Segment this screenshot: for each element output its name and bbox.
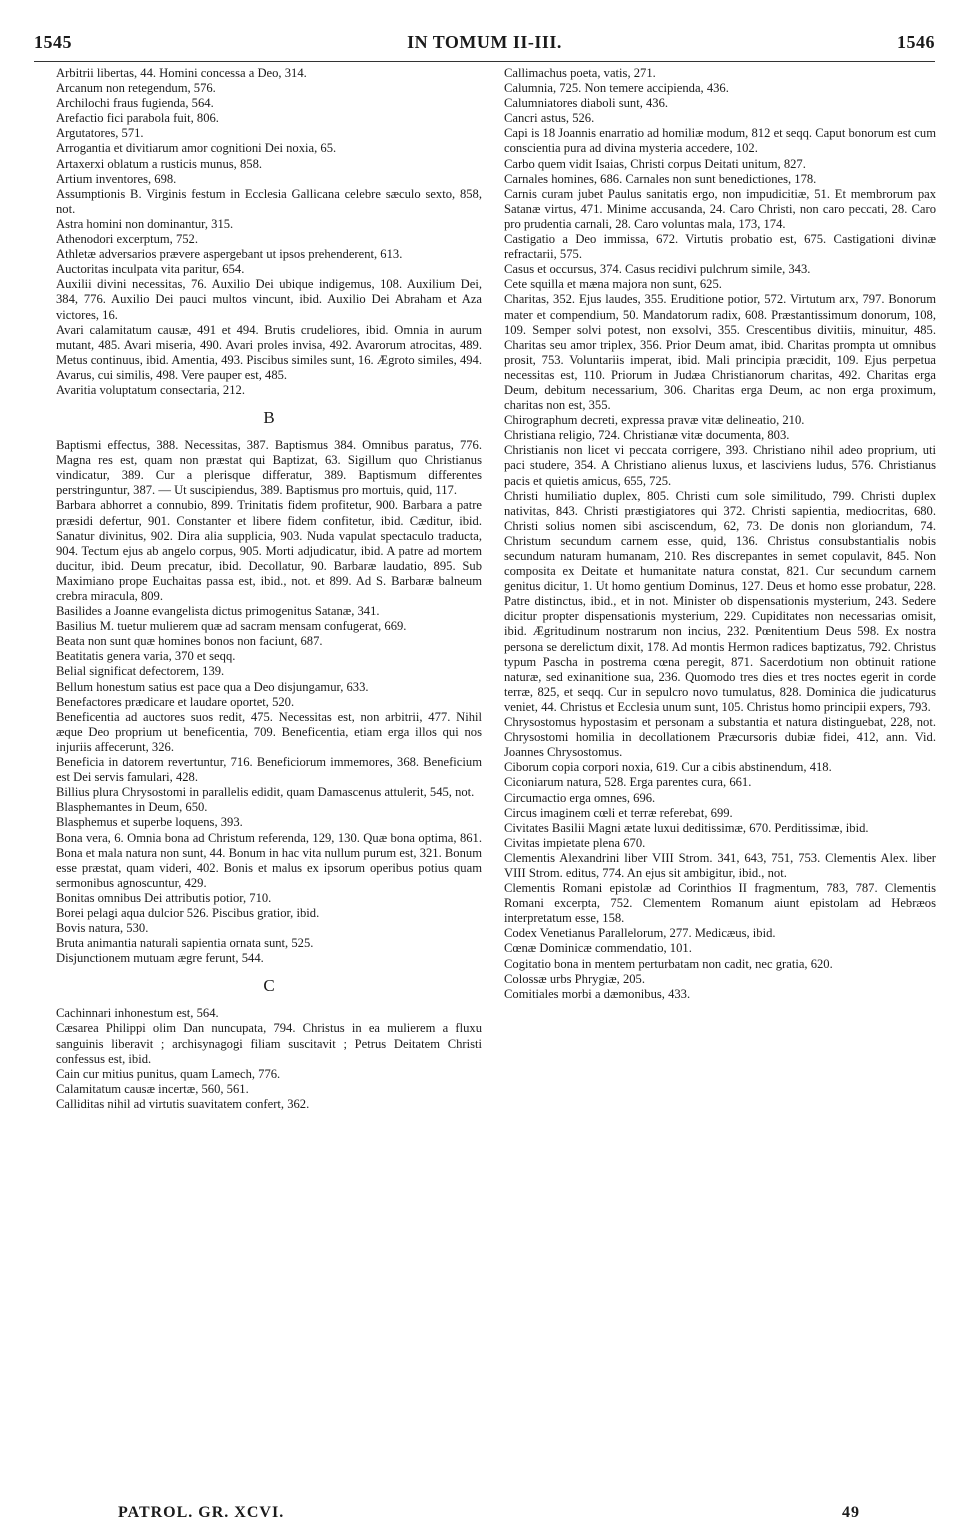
index-entry: Arcanum non retegendum, 576. [56,81,216,96]
index-entry: Archilochi fraus fugienda, 564. [56,96,214,111]
index-entry: Capi is 18 Joannis enarratio ad homiliæ modum, 812 et seqq. Caput bonorum est cum conscientia pura ad divina mysteria accedere, 102. [504,126,936,156]
index-entry: Bellum honestum satius est pace qua a Deo disjungamur, 633. [56,679,369,694]
index-entry: Arefactio fici parabola fuit, 806. [56,111,219,126]
index-entry: Beneficentia ad auctores suos redit, 475. Necessitas est, non arbitrii, 477. Nihil æque Deo proprium ut beneficentia, 709. Beneficentia, etiam erga illos qui nos injuriis affecerunt, 326. [56,709,482,754]
index-entry: Circumactio erga omnes, 696. [504,790,656,805]
index-entry: Ciconiarum natura, 528. Erga parentes cura, 661. [504,775,752,790]
index-entry: Calamitatum causæ incertæ, 560, 561. [56,1081,249,1096]
index-entry: Barbara abhorret a connubio, 899. Trinitatis fidem profitetur, 900. Barbara a patre præsidi defertur, 901. Constanter et libere fidem confitetur, ibid. Cæditur, ibid. Sanatur divinitus, 902. Dira alia supplicia, 903. Nuda vapulat spectaculo traducta, 904. Tectum ejus ab angelo corpus, 905. Morti adjudicatur, ibid. A patre ad mortem ducitur, ibid. Deum precatur, ibid. Decollatur, 90. Barbaræ laudatio, 895. Sub Maximiano prope Euchaitas passa est, ibid., not. et 899. Ad S. Barbaræ balneum crebra miracula, 809. [56,498,482,603]
index-entry: Basilides a Joanne evangelista dictus primogenitus Satanæ, 341. [56,604,380,619]
index-entry: Clementis Alexandrini liber VIII Strom. 341, 643, 751, 753. Clementis Alex. liber VIII Strom. editus, 774. An ejus sit ambigitur, ibid., not. [504,850,936,880]
index-entry: Casus et occursus, 374. Casus recidivi pulchrum simile, 343. [504,262,811,277]
right-column [504,66,936,1002]
index-entry: Cete squilla et mæna majora non sunt, 625. [504,277,722,292]
left-column [56,66,482,1112]
index-entry: Bovis natura, 530. [56,921,149,936]
index-entry: Clementis Romani epistolæ ad Corinthios II fragmentum, 783, 787. Clementis Romani excerpta, 752. Clementem Romanum aiunt epistolam ad Hebræos interpretatum esse, 158. [504,881,936,926]
index-entry: Avaritia voluptatum consectaria, 212. [56,382,245,397]
index-entry: Cachinnari inhonestum est, 564. [56,1006,219,1021]
index-entry: Carnales homines, 686. Carnales non sunt benedictiones, 178. [504,171,817,186]
index-entry: Calumniatores diaboli sunt, 436. [504,96,669,111]
index-entry: Auctoritas inculpata vita paritur, 654. [56,262,245,277]
index-entry: Blasphemus et superbe loquens, 393. [56,815,243,830]
index-entry: Billius plura Chrysostomi in parallelis edidit, quam Damascenus attulerit, 545, not. [56,785,475,800]
index-entry: Callimachus poeta, vatis, 271. [504,66,656,80]
index-entry: Bruta animantia naturali sapientia ornata sunt, 525. [56,936,314,951]
index-entry: Avari calamitatum causæ, 491 et 494. Brutis crudeliores, ibid. Omnia in aurum mutant, 485. Avari miseria, 490. Avari proles invisa, 492. Avarorum atrocitas, 489. Metus continuus, ibid. Amentia, 493. Piscibus similes sunt, 16. Ægroto similes, 494. Avarus, cui similis, 498. Vere pauper est, 485. [56,322,482,382]
index-entry: Arrogantia et divitiarum amor cognitioni Dei noxia, 65. [56,141,337,156]
index-entry: Bona vera, 6. Omnia bona ad Christum referenda, 129, 130. Quæ bona optima, 861. Bona et mala natura non sunt, 44. Bonum in hac vita nullum purum est, 321. Bonum esse præstat, quam videri, 402. Bonis et malus ex ipsorum operibus potius quam sermonibus agnoscuntur, 429. [56,830,482,890]
index-entry: Chirographum decreti, expressa pravæ vitæ delineatio, 210. [504,413,805,428]
index-entry: Civitas impietate plena 670. [504,835,646,850]
index-entry: Beatitatis genera varia, 370 et seqq. [56,649,236,664]
index-entry: Cancri astus, 526. [504,111,595,126]
index-entry: Christianis non licet vi peccata corrigere, 393. Christiano nihil adeo proprium, uti paci studere, 354. A Christiano alienus luxus, et lasciviens ludus, 576. Christianus pacis et quietis amicus, 655, 725. [504,443,936,488]
page-number-right: 1546 [897,32,935,52]
footer-signature: 49 [842,1504,860,1521]
footer-series: PATROL. GR. XCVI. [118,1504,285,1521]
index-entry: Carbo quem vidit Isaias, Christi corpus Deitati unitum, 827. [504,156,806,171]
index-entry: Cæsarea Philippi olim Dan nuncupata, 794. Christus in ea mulierem a fluxu sanguinis liberavit ; archisynagogi filiam suscitavit ; Petrus Deitatem Christi confessus est, ibid. [56,1021,482,1066]
index-entry: Argutatores, 571. [56,126,144,141]
index-entry: Circus imaginem cœli et terræ referebat, 699. [504,805,733,820]
index-entry: Athletæ adversarios prævere aspergebant ut ipsos prehenderent, 613. [56,247,403,262]
section-letter: C [263,976,275,996]
index-entry: Christiana religio, 724. Christianæ vitæ documenta, 803. [504,428,790,443]
index-entry: Borei pelagi aqua dulcior 526. Piscibus gratior, ibid. [56,905,320,920]
index-entry: Christi humiliatio duplex, 805. Christi cum sole similitudo, 799. Christi duplex nativitas, 843. Christi præstigiatores qui 372. Christi sapientia, mediocritas, 680. Christi solius nomen sibi asciscendum, 62, 73. De donis non gloriandum, 74. Christum secundum carnem esse, quid, 136. Christus consubstantialis nobis secundum naturam humanam, 210. Res discrepantes in semet copulavit, 845. Non composita ex Deitate et humanitate natura constat, 821. Cur secundum carnem genitus dicitur, 1. Ut homo gentium Dominus, 127. Deus et homo esse probatur, 228. Patre distinctus, ibid., et in not. Minister ob dispensationis mysterium, 243. Sedere dicitur propter dispensationis mysterium, 229. Cupiditates non necessarias omisit, ibid. Ægritudinum nostrarum non incius, 232. Pœnitentium Deus 598. Ex nostra persona se derelictum dixit, 178. Ad montis Hermon radices baptizatus, 792. Christus typum Pascha in postrema cœna peregit, 871. Sacerdotium non obtinuit ratione naturæ, sed exinanitione sua, 236. Quomodo tres dies et tres noctes egerit in corde terræ, 825, et seqq. Cur in sepulcro novo tumulatus, 828. Dominica die judicaturus veniet, 44. Christus et Ecclesia unum sunt, 105. Christus homo principii expers, 793. [504,488,936,714]
index-entry: Arbitrii libertas, 44. Homini concessa a Deo, 314. [56,66,307,80]
index-entry: Athenodori excerptum, 752. [56,232,198,247]
index-entry: Auxilii divini necessitas, 76. Auxilio Dei ubique indigemus, 108. Auxilium Dei, 384, 776. Auxilio Dei pauci multos vincunt, ibid. Auxilio Dei Abraham et Aza victores, 16. [56,277,482,322]
index-entry: Colossæ urbs Phrygiæ, 205. [504,971,646,986]
index-entry: Blasphemantes in Deum, 650. [56,800,208,815]
index-entry: Basilius M. tuetur mulierem quæ ad sacram mensam confugerat, 669. [56,619,407,634]
index-entry: Artium inventores, 698. [56,171,177,186]
index-entry: Cœnæ Dominicæ commendatio, 101. [504,941,692,956]
index-entry: Codex Venetianus Parallelorum, 277. Medicæus, ibid. [504,926,776,941]
index-entry: Astra homini non dominantur, 315. [56,216,234,231]
index-entry: Benefactores prædicare et laudare oportet, 520. [56,694,295,709]
index-entry: Castigatio a Deo immissa, 672. Virtutis probatio est, 675. Castigationi divinæ refractarii, 575. [504,232,936,262]
running-header [34,32,935,58]
index-entry: Beneficia in datorem revertuntur, 716. Beneficiorum immemores, 368. Beneficium est Dei servis famulari, 428. [56,755,482,785]
index-entry: Belial significat defectorem, 139. [56,664,225,679]
index-entry: Civitates Basilii Magni ætate luxui deditissimæ, 670. Perditissimæ, ibid. [504,820,869,835]
index-entry: Calumnia, 725. Non temere accipienda, 436. [504,81,729,96]
index-entry: Carnis curam jubet Paulus sanitatis ergo, non impudicitiæ, 51. Et membrorum pax Satanæ virtus, 471. Minime accusanda, 24. Caro Christi, non caro peccati, 28. Caro pro prudentia carnali, 28. Caro voluntas mala, 173, 174. [504,186,936,231]
index-entry: Artaxerxi oblatum a rusticis munus, 858. [56,156,263,171]
index-entry: Baptismi effectus, 388. Necessitas, 387. Baptismus 384. Omnibus paratus, 776. Magna res est, quam non præstat qui Baptizat, 63. Sigillum quo Christianus vindicatur, 389. Cur a plerisque differatur, 389. Baptismum differentes perstringuntur, 387. — Ut suscipiendus, 389. Baptismus pro mortuis, quid, 117. [56,438,482,498]
index-entry: Beata non sunt quæ homines bonos non faciunt, 687. [56,634,323,649]
index-entry: Cain cur mitius punitus, quam Lamech, 776. [56,1066,281,1081]
section-letter: B [263,408,275,428]
index-entry: Cogitatio bona in mentem perturbatam non cadit, nec gratia, 620. [504,956,833,971]
index-entry: Assumptionis B. Virginis festum in Ecclesia Gallicana celebre sæculo sexto, 858, not. [56,186,482,216]
index-entry: Calliditas nihil ad virtutis suavitatem confert, 362. [56,1096,310,1111]
index-entry: Charitas, 352. Ejus laudes, 355. Eruditione potior, 572. Virtutum arx, 797. Bonorum mater et compendium, 50. Mandatorum radix, 608. Præstantissimum donorum, 108, 109. Semper solvi potest, non exsolvi, 355. Crescentibus divitiis, minuitur, 485. Charitas seu amor triplex, 356. Prior Deum amat, ibid. Charitas prompta ut omnibus prosit, 753. Voluntariis imperat, ibid. Mali principia præcidit, 109. Ejus perpetua necessitas est, 110. Priorum in Judæa Christianorum charitas, 492. Charitas erga Deum, debitum necessarium, 306. Charitas erga Deum, ac non erga proximum, charitas non est, 355. [504,292,936,413]
index-entry: Chrysostomus hypostasim et personam a substantia et natura distinguebat, 228, not. Chrysostomi homilia in decollationem Præcursoris dubiæ fidei, 412, ann. Vid. Joannes Chrysostomus. [504,715,936,760]
index-entry: Comitiales morbi a dæmonibus, 433. [504,986,691,1001]
page-number-left: 1545 [34,32,72,52]
index-entry: Ciborum copia corpori noxia, 619. Cur a cibis abstinendum, 418. [504,760,832,775]
header-rule [34,61,935,62]
running-title: IN TOMUM II-III. [407,32,562,52]
index-entry: Disjunctionem mutuam ægre ferunt, 544. [56,951,264,966]
index-entry: Bonitas omnibus Dei attributis potior, 710. [56,890,272,905]
